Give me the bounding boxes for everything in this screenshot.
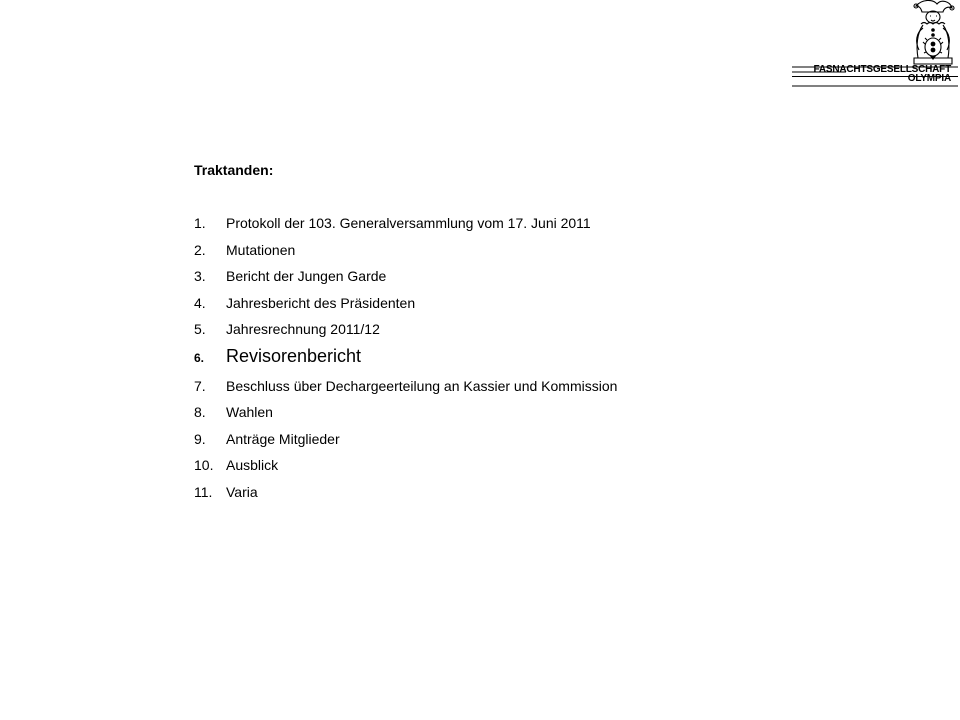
agenda-item-number: 3.	[194, 268, 206, 284]
agenda-item	[194, 319, 754, 346]
agenda-item	[194, 293, 754, 320]
agenda-item-number: 2.	[194, 241, 206, 258]
agenda-item-number: 5.	[194, 321, 206, 337]
agenda-item-label: Bericht der Jungen Garde	[226, 268, 387, 284]
agenda-item	[194, 455, 754, 482]
agenda-item-label: Protokoll der 103. Generalversammlung vom 17. Juni 2011	[226, 215, 591, 231]
agenda-item-number: 11.	[194, 483, 213, 500]
agenda-item	[194, 213, 754, 240]
logo-text-line-2: OLYMPIA	[907, 73, 951, 84]
agenda-item-label: Varia	[226, 483, 258, 500]
agenda-item-label: Beschluss über Dechargeerteilung an Kassier und Kommission	[226, 377, 618, 394]
jester-emblem-icon	[790, 0, 960, 100]
agenda-title: Traktanden:	[194, 162, 274, 178]
agenda-item-label: Jahresbericht des Präsidenten	[226, 294, 416, 311]
agenda-item	[194, 429, 754, 456]
agenda-item-label: Revisorenbericht	[226, 345, 362, 366]
logo-text-line-1: FASNACHTSGESELLSCHAFT	[813, 64, 951, 75]
agenda-item-number: 6.	[194, 350, 205, 365]
agenda-item-label: Anträge Mitglieder	[226, 430, 340, 447]
agenda-item-label: Mutationen	[226, 241, 296, 258]
agenda-item	[194, 482, 754, 509]
agenda-item-number: 4.	[194, 294, 206, 311]
agenda-item	[194, 376, 754, 403]
agenda-section	[194, 160, 754, 508]
agenda-item-current	[194, 346, 754, 376]
agenda-item-number: 10.	[194, 457, 214, 473]
agenda-item-number: 7.	[194, 377, 206, 394]
agenda-item-label: Jahresrechnung 2011/12	[226, 321, 380, 337]
agenda-item-label: Wahlen	[226, 404, 273, 420]
agenda-item	[194, 240, 754, 267]
agenda-item	[194, 402, 754, 429]
agenda-item-label: Ausblick	[226, 457, 279, 473]
agenda-item-number: 9.	[194, 430, 206, 447]
agenda-item-number: 8.	[194, 404, 206, 420]
agenda-item-number: 1.	[194, 215, 206, 231]
agenda-list	[194, 213, 754, 508]
agenda-item	[194, 266, 754, 293]
society-logo	[790, 0, 960, 100]
